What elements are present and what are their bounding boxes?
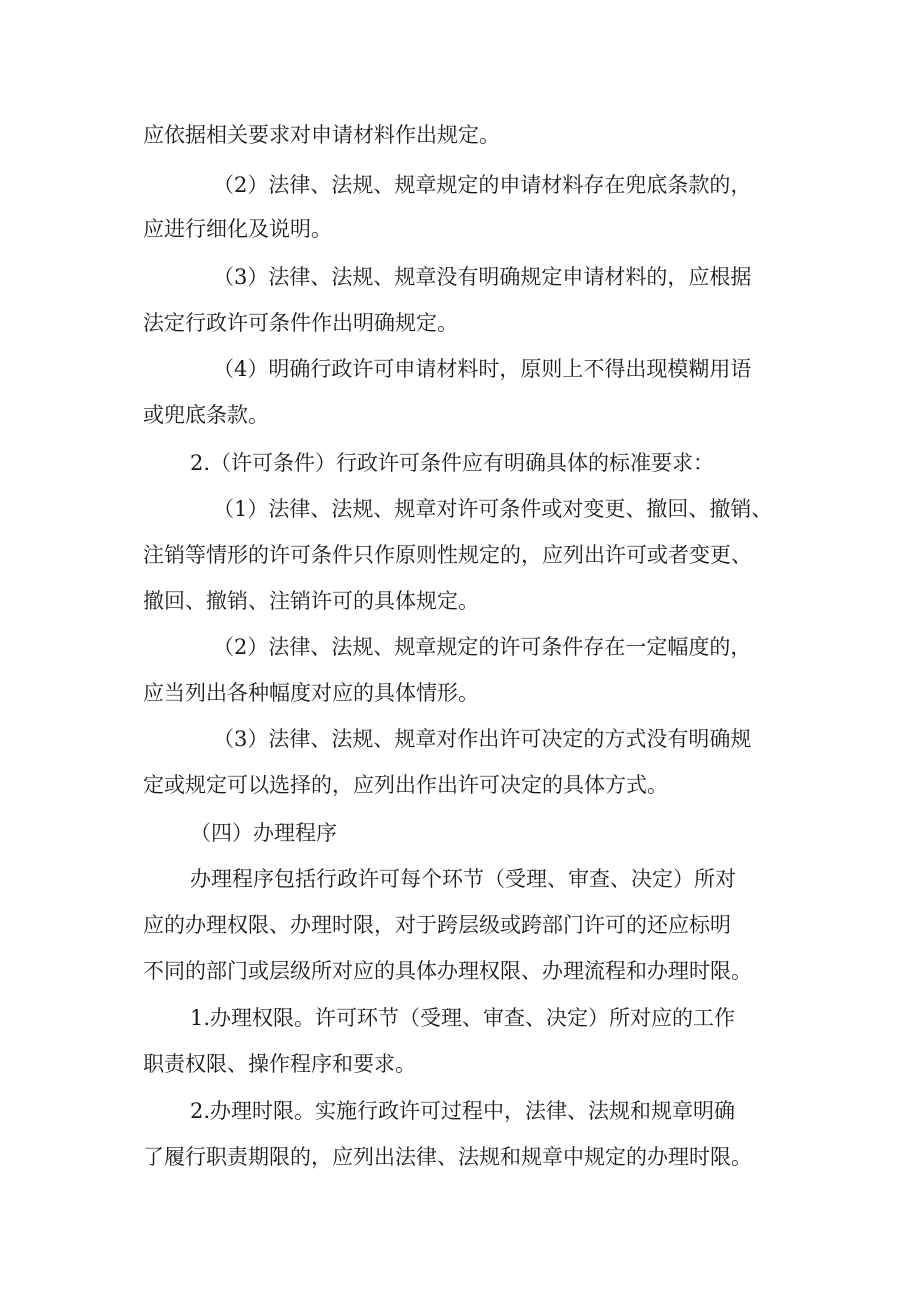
paragraph-line: 注销等情形的许可条件只作原则性规定的，应列出许可或者变更、	[143, 543, 752, 567]
paragraph-line: （3）法律、法规、规章没有明确规定申请材料的，应根据	[213, 265, 752, 289]
paragraph-line: 职责权限、操作程序和要求。	[143, 1052, 416, 1076]
paragraph-line: 应进行细化及说明。	[143, 217, 332, 241]
paragraph-line: 办理程序包括行政许可每个环节（受理、审查、决定）所对	[190, 867, 736, 891]
paragraph-line: 撤回、撤销、注销许可的具体规定。	[143, 589, 479, 613]
paragraph-line: 1.办理权限。许可环节（受理、审查、决定）所对应的工作	[190, 1006, 736, 1030]
paragraph-line: 应依据相关要求对申请材料作出规定。	[143, 123, 500, 147]
paragraph-line: （4）明确行政许可申请材料时，原则上不得出现模糊用语	[213, 357, 752, 381]
paragraph-line: （2）法律、法规、规章规定的许可条件存在一定幅度的，	[213, 635, 752, 659]
paragraph-line: （1）法律、法规、规章对许可条件或对变更、撤回、撤销、	[213, 497, 773, 521]
section-heading: 2.（许可条件）行政许可条件应有明确具体的标准要求：	[190, 451, 715, 475]
paragraph-line: 定或规定可以选择的，应列出作出许可决定的具体方式。	[143, 773, 668, 797]
paragraph-line: 2.办理时限。实施行政许可过程中，法律、法规和规章明确	[190, 1099, 736, 1123]
paragraph-line: 不同的部门或层级所对应的具体办理权限、办理流程和办理时限。	[143, 959, 752, 983]
paragraph-line: （2）法律、法规、规章规定的申请材料存在兜底条款的，	[213, 173, 752, 197]
paragraph-line: 法定行政许可条件作出明确规定。	[143, 311, 458, 335]
paragraph-line: 或兜底条款。	[143, 403, 269, 427]
section-heading: （四）办理程序	[190, 821, 337, 845]
paragraph-line: （3）法律、法规、规章对作出许可决定的方式没有明确规	[213, 727, 752, 751]
paragraph-line: 应当列出各种幅度对应的具体情形。	[143, 681, 479, 705]
paragraph-line: 了履行职责期限的，应列出法律、法规和规章中规定的办理时限。	[143, 1145, 752, 1169]
paragraph-line: 应的办理权限、办理时限，对于跨层级或跨部门许可的还应标明	[143, 913, 731, 937]
